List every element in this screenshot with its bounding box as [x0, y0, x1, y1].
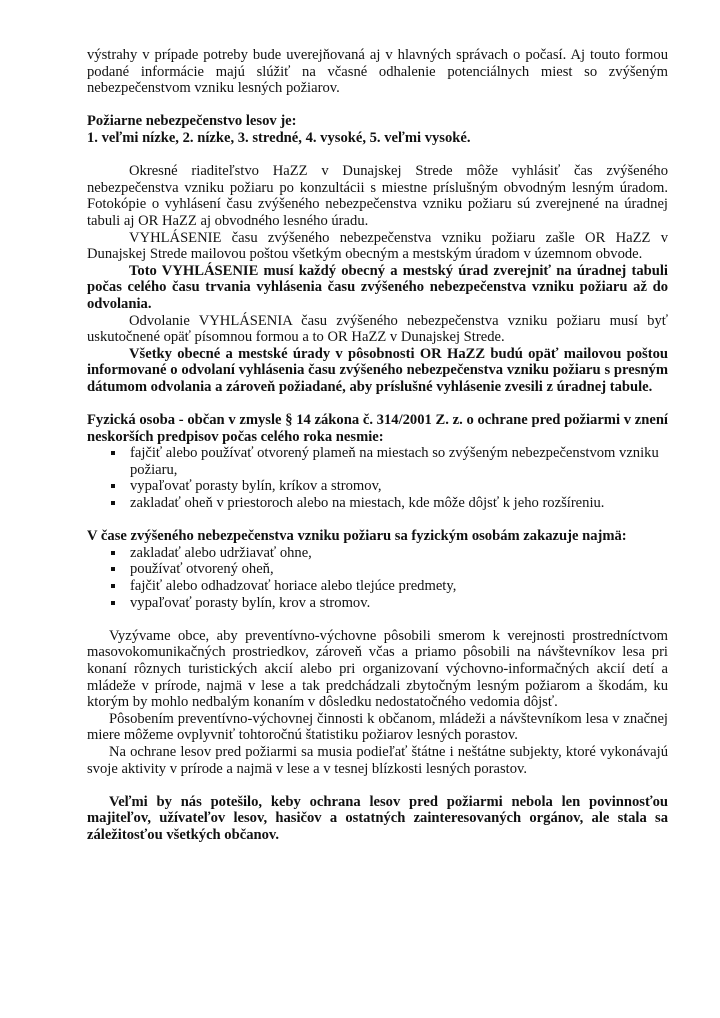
bullet-icon: [111, 551, 115, 555]
list-item-text: zakladať alebo udržiavať ohne,: [130, 544, 312, 561]
list-item: [87, 478, 668, 495]
fyzicka-osoba-heading: Fyzická osoba - občan v zmysle § 14 zákona č. 314/2001 Z. z. o ochrane pred požiarmi v znení neskorších predpisov počas celého roka nesmie:: [87, 412, 668, 445]
cas-nebezpecenstva-heading: V čase zvýšeného nebezpečenstva vzniku požiaru sa fyzickým osobám zakazuje najmä:: [87, 528, 627, 545]
bullet-icon: [111, 451, 115, 455]
list-item-text: vypaľovať porasty bylín, krov a stromov.: [130, 594, 371, 611]
paragraph-okresne: Okresné riaditeľstvo HaZZ v Dunajskej Strede môže vyhlásiť čas zvýšeného nebezpečenstva vzniku požiaru po konzultácii s miestne príslušným obvodným lesným úradom. Fotokópie o vyhlásení času zvýšeného nebezpečenstva vzniku požiaru sú zverejnené na úradnej tabuli aj OR HaZZ aj obvodného lesného úradu.: [87, 163, 668, 229]
bullet-icon: [111, 584, 115, 588]
paragraph-toto-vyhlasenie: Toto VYHLÁSENIE musí každý obecný a mestský úrad zverejniť na úradnej tabuli počas celého času trvania vyhlásenia času zvýšeného nebezpečenstva vzniku požiaru až do odvolania.: [87, 262, 668, 312]
list-item: [87, 578, 668, 595]
paragraph-vsetky-urady: Všetky obecné a mestské úrady v pôsobnosti OR HaZZ budú opäť mailovou poštou informované o odvolaní vyhlásenia času zvýšeného nebezpečenstva vzniku požiaru s presným dátumom odvolania a zároveň požiadané, aby príslušné vyhlásenie zvesili z úradnej tabule.: [87, 345, 668, 395]
fyzicka-osoba-list: [87, 445, 668, 511]
bullet-icon: [111, 501, 115, 505]
list-item-text: fajčiť alebo používať otvorený plameň na miestach so zvýšeným nebezpečenstvom vzniku požiaru,: [130, 445, 659, 478]
list-item-text: používať otvorený oheň,: [130, 561, 274, 578]
paragraph-vyhlasenie: VYHLÁSENIE času zvýšeného nebezpečenstva vzniku požiaru zašle OR HaZZ v Dunajskej Strede mailovou poštou všetkým obecným a mestským úradom v územnom obvode.: [87, 229, 668, 263]
danger-levels: 1. veľmi nízke, 2. nízke, 3. stredné, 4. vysoké, 5. veľmi vysoké.: [87, 129, 471, 146]
paragraph-vyzyvame: Vyzývame obce, aby preventívno-výchovne pôsobili smerom k verejnosti prostredníctvom masovokomunikačných prostriedkov, zároveň včas a priamo pôsobili na návštevníkov lesa pri konaní rôznych turistických akcií alebo pri organizovaní výchovno-informačných akcií detí a mládeže v prírode, najmä v lese a tak predchádzali zbytočným lesným požiarom a škodám, ku ktorým by mohlo nedbalým konaním v dôsledku nedostatočného vedomia dôjsť.: [87, 627, 668, 711]
bullet-icon: [111, 601, 115, 605]
intro-paragraph: výstrahy v prípade potreby bude uverejňovaná aj v hlavných správach o počasí. Aj touto formou podané informácie majú slúžiť na včasné odhalenie potenciálnych miest so zvýšeným nebezpečenstvom vzniku lesných požiarov.: [87, 47, 668, 97]
paragraph-posobenim: Pôsobením preventívno-výchovnej činnosti k občanom, mládeži a návštevníkom lesa v značnej miere môžeme ovplyvniť tohtoročnú štatistiku požiarov lesných porastov.: [87, 710, 668, 744]
list-item: [87, 595, 668, 612]
list-item: [87, 545, 668, 562]
list-item-text: zakladať oheň v priestoroch alebo na miestach, kde môže dôjsť k jeho rozšíreniu.: [130, 495, 605, 512]
list-item: [87, 445, 668, 478]
paragraph-closing: Veľmi by nás potešilo, keby ochrana lesov pred požiarmi nebola len povinnosťou majiteľov, užívateľov lesov, hasičov a ostatných zainteresovaných orgánov, ale stala sa záležitosťou všetkých občanov.: [87, 793, 668, 843]
list-item: [87, 561, 668, 578]
document-page: [87, 47, 668, 844]
list-item: [87, 495, 668, 512]
paragraph-na-ochrane: Na ochrane lesov pred požiarmi sa musia podieľať štátne i neštátne subjekty, ktoré vykonávajú svoje aktivity v prírode a najmä v lese a v tesnej blízkosti lesných porastov.: [87, 743, 668, 777]
paragraph-odvolanie: Odvolanie VYHLÁSENIA času zvýšeného nebezpečenstva vzniku požiaru musí byť uskutočnené opäť písomnou formou a to OR HaZZ v Dunajskej Strede.: [87, 312, 668, 346]
list-item-text: vypaľovať porasty bylín, kríkov a stromov,: [130, 478, 382, 495]
bullet-icon: [111, 484, 115, 488]
cas-nebezpecenstva-list: [87, 545, 668, 611]
danger-heading: Požiarne nebezpečenstvo lesov je:: [87, 113, 297, 130]
list-item-text: fajčiť alebo odhadzovať horiace alebo tlejúce predmety,: [130, 578, 457, 594]
bullet-icon: [111, 567, 115, 571]
